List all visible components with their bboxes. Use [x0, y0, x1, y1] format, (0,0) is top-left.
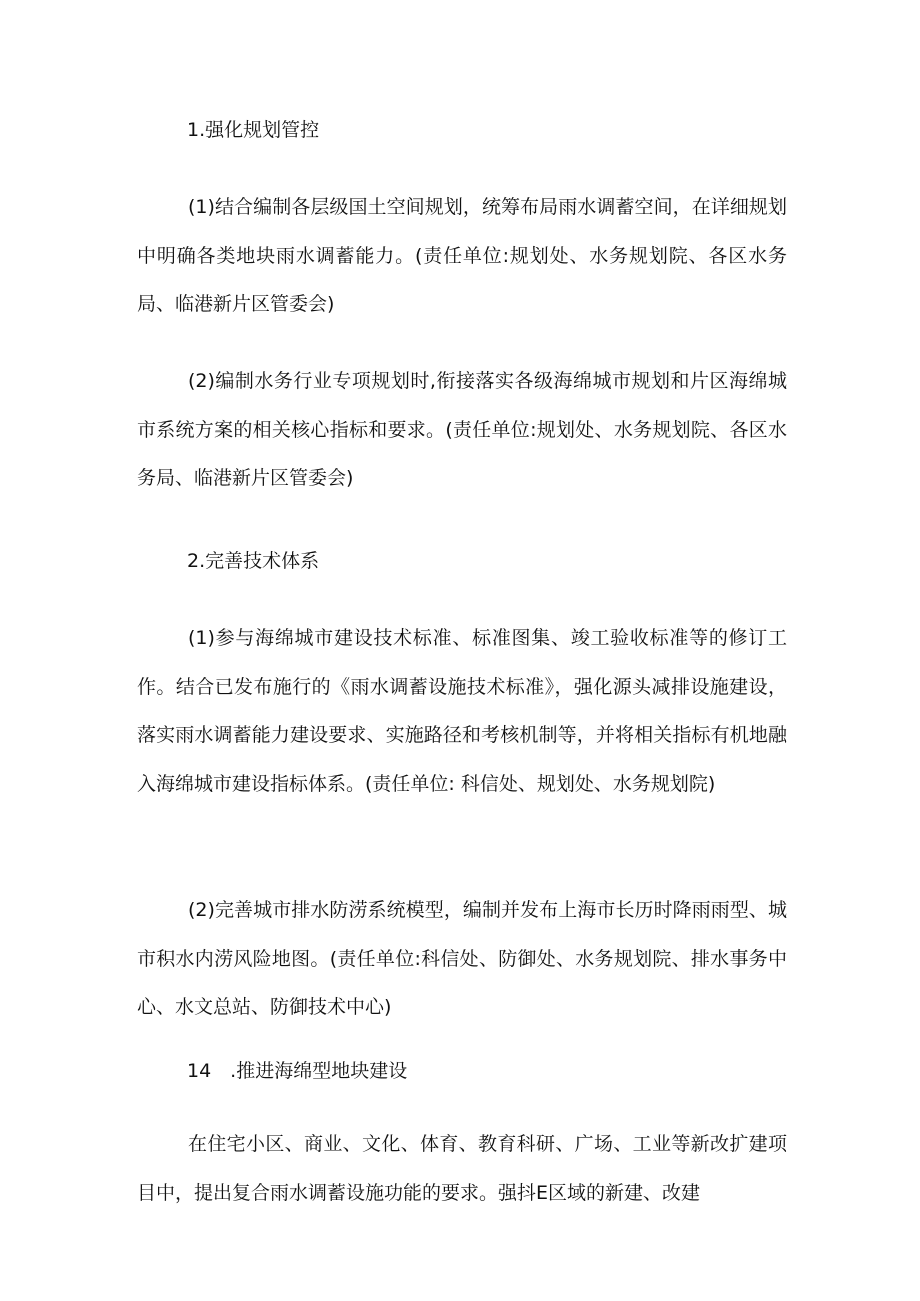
section-1-paragraph-1: (1)结合编制各层级国土空间规划，统筹布局雨水调蓄空间，在详细规划中明确各类地块雨水调蓄能力。(责任单位:规划处、水务规划院、各区水务局、临港新片区管委会) — [137, 196, 787, 315]
section-heading-1: 1.强化规划管控 — [187, 119, 320, 141]
section-2-paragraph-1: (1)参与海绵城市建设技术标准、标准图集、竣工验收标准等的修订工作。结合已发布施行的《雨水调蓄设施技术标准》，强化源头减排设施建设，落实雨水调蓄能力建设要求、实施路径和考核机制等，并将相关指标有机地融入海绵城市建设指标体系。(责任单位: 科信处、规划处、水务规划院) — [137, 627, 787, 795]
section-2-paragraph-2: (2)完善城市排水防涝系统模型，编制并发布上海市长历时降雨雨型、城市积水内涝风险地图。(责任单位:科信处、防御处、水务规划院、排水事务中心、水文总站、防御技术中心) — [137, 899, 787, 1018]
section-heading-2: 2.完善技术体系 — [187, 550, 320, 572]
section-1-paragraph-2: (2)编制水务行业专项规划时,衔接落实各级海绵城市规划和片区海绵城市系统方案的相关核心指标和要求。(责任单位:规划处、水务规划院、各区水务局、临港新片区管委会) — [137, 370, 787, 489]
section-14-paragraph-1: 在住宅小区、商业、文化、体育、教育科研、广场、工业等新改扩建项目中，提出复合雨水调蓄设施功能的要求。强抖E区域的新建、改建 — [137, 1133, 787, 1204]
section-heading-14: 14 .推进海绵型地块建设 — [187, 1060, 408, 1082]
